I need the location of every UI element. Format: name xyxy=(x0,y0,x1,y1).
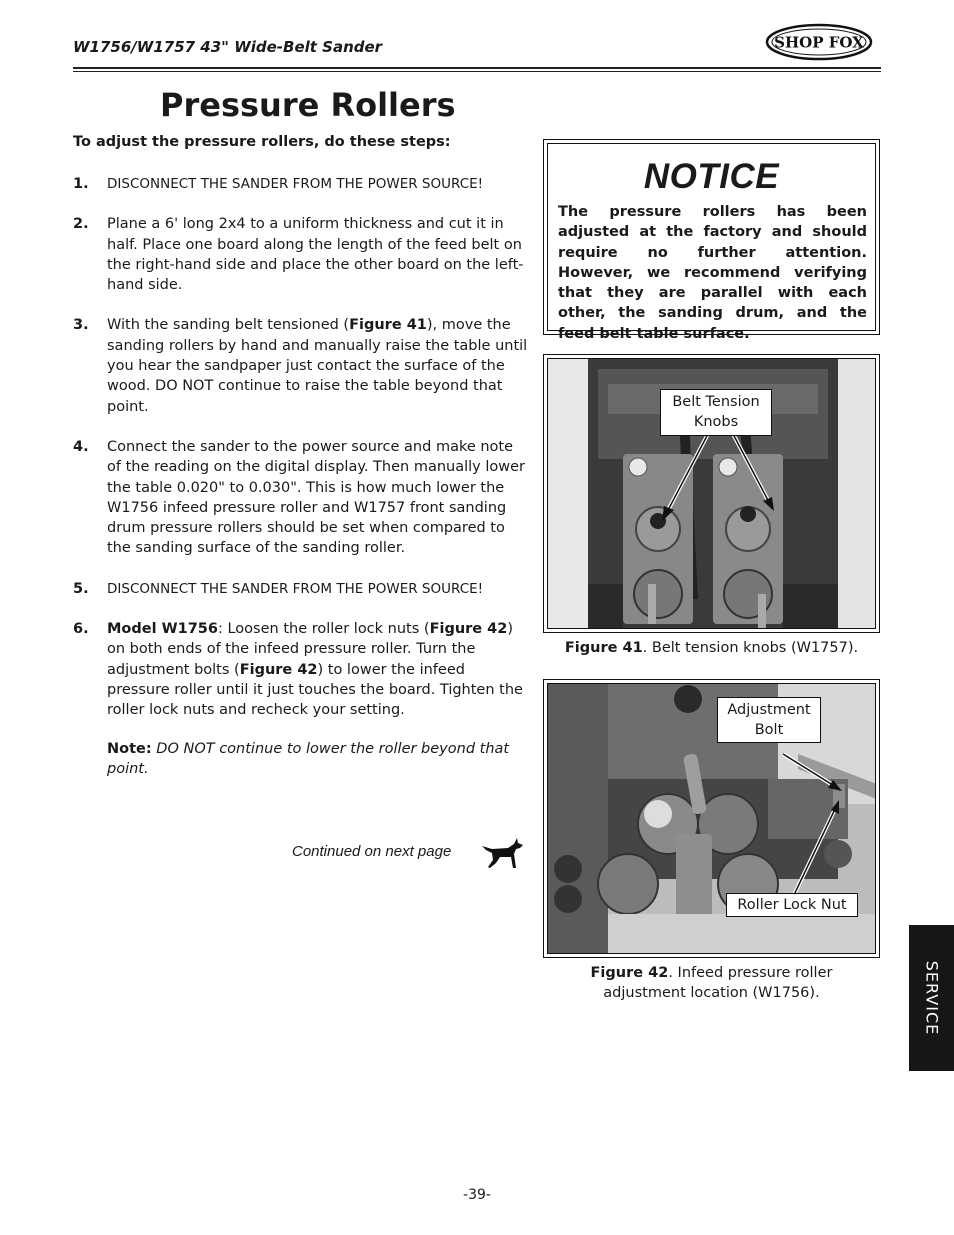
callout-adjustment-bolt xyxy=(717,697,821,743)
step-text: ) on both ends of the infeed pressure roller. Turn the adjustment bolts ( xyxy=(107,621,514,678)
figure-41-caption xyxy=(543,638,880,658)
step-number: 4. xyxy=(73,438,89,455)
step-text: : Loosen the roller lock nuts ( xyxy=(217,621,430,638)
section-tab-service xyxy=(909,925,954,1071)
step-1 xyxy=(73,174,528,194)
steps-list xyxy=(73,174,528,779)
caption-text: . Belt tension knobs (W1757). xyxy=(642,640,859,656)
section-tab-label: SERVICE xyxy=(922,960,941,1036)
page-title: Pressure Rollers xyxy=(160,86,456,124)
step-number: 6. xyxy=(73,621,89,638)
callout-line: Belt Tension xyxy=(672,394,760,410)
step-6 xyxy=(73,619,528,720)
note xyxy=(73,739,528,780)
header-rule-thin xyxy=(73,71,881,72)
figure-reference: Figure 42 xyxy=(239,661,318,678)
logo-text: SHOP FOX xyxy=(774,33,864,52)
callout-line: Roller Lock Nut xyxy=(737,897,847,913)
step-text: Connect the sander to the power source and make note of the reading on the digital display. Then manually lower the table 0.020" to 0.030". This is how much lower the W1756 infeed pressure roller and W1757 front sanding drum pressure rollers should be set when compared to the sanding surface of the sanding roller. xyxy=(107,438,525,557)
step-number: 5. xyxy=(73,580,89,597)
shop-fox-logo xyxy=(765,22,873,62)
step-text: DISCONNECT THE SANDER FROM THE POWER SOURCE! xyxy=(107,176,484,192)
step-3 xyxy=(73,315,528,416)
figure-reference: Figure 41 xyxy=(349,317,427,334)
intro-text: To adjust the pressure rollers, do these steps: xyxy=(73,134,451,150)
notice-inner-frame xyxy=(547,143,876,342)
caption-label: Figure 42 xyxy=(590,965,669,981)
step-text: With the sanding belt tensioned ( xyxy=(107,317,350,334)
step-text: ) to lower the infeed pressure roller until it just touches the board. Tighten the roller lock nuts and recheck your setting. xyxy=(107,661,523,719)
step-2 xyxy=(73,214,528,295)
notice-body: The pressure rollers has been adjusted at the factory and should require no further attention. However, we recommend verifying that they are parallel with each other, the sanding drum, and the feed belt table surface. xyxy=(558,204,867,342)
caption-text: adjustment location (W1756). xyxy=(603,985,820,1002)
step-number: 1. xyxy=(73,176,89,192)
notice-heading: NOTICE xyxy=(643,157,780,196)
figure-42-caption xyxy=(543,963,880,1004)
model-label: Model W1756 xyxy=(107,621,218,638)
header-rule-thick xyxy=(73,67,881,69)
callout-line: Knobs xyxy=(693,414,739,430)
step-text: DISCONNECT THE SANDER FROM THE POWER SOURCE! xyxy=(107,580,484,597)
step-text: Plane a 6' long 2x4 to a uniform thickness and cut it in half. Place one board along the length of the feed belt on the right-hand side and place the other board on the left-hand side. xyxy=(107,216,524,294)
step-number: 2. xyxy=(73,216,89,233)
caption-text: . Infeed pressure roller xyxy=(668,965,833,981)
notice-box xyxy=(543,139,880,342)
step-number: 3. xyxy=(73,317,89,334)
step-4 xyxy=(73,437,528,559)
note-label: Note: xyxy=(107,740,152,757)
page-number: -39- xyxy=(463,1187,491,1203)
fox-silhouette-icon xyxy=(480,836,524,870)
step-5 xyxy=(73,579,528,599)
callout-roller-lock-nut xyxy=(726,893,858,917)
callout-line: Adjustment xyxy=(727,702,811,718)
callout-belt-tension-knobs xyxy=(660,389,772,436)
callout-line: Bolt xyxy=(754,722,784,738)
continued-text: Continued on next page xyxy=(292,843,452,860)
caption-label: Figure 41 xyxy=(564,640,643,656)
step-text: ), move the sanding rollers by hand and manually raise the table until you hear the sandpaper just contact the surface of the wood. DO NOT continue to raise the table beyond that point. xyxy=(107,317,528,415)
note-text: DO NOT continue to lower the roller beyond that point. xyxy=(107,740,510,777)
figure-reference: Figure 42 xyxy=(429,621,508,638)
document-header-title: W1756/W1757 43" Wide-Belt Sander xyxy=(73,38,383,56)
